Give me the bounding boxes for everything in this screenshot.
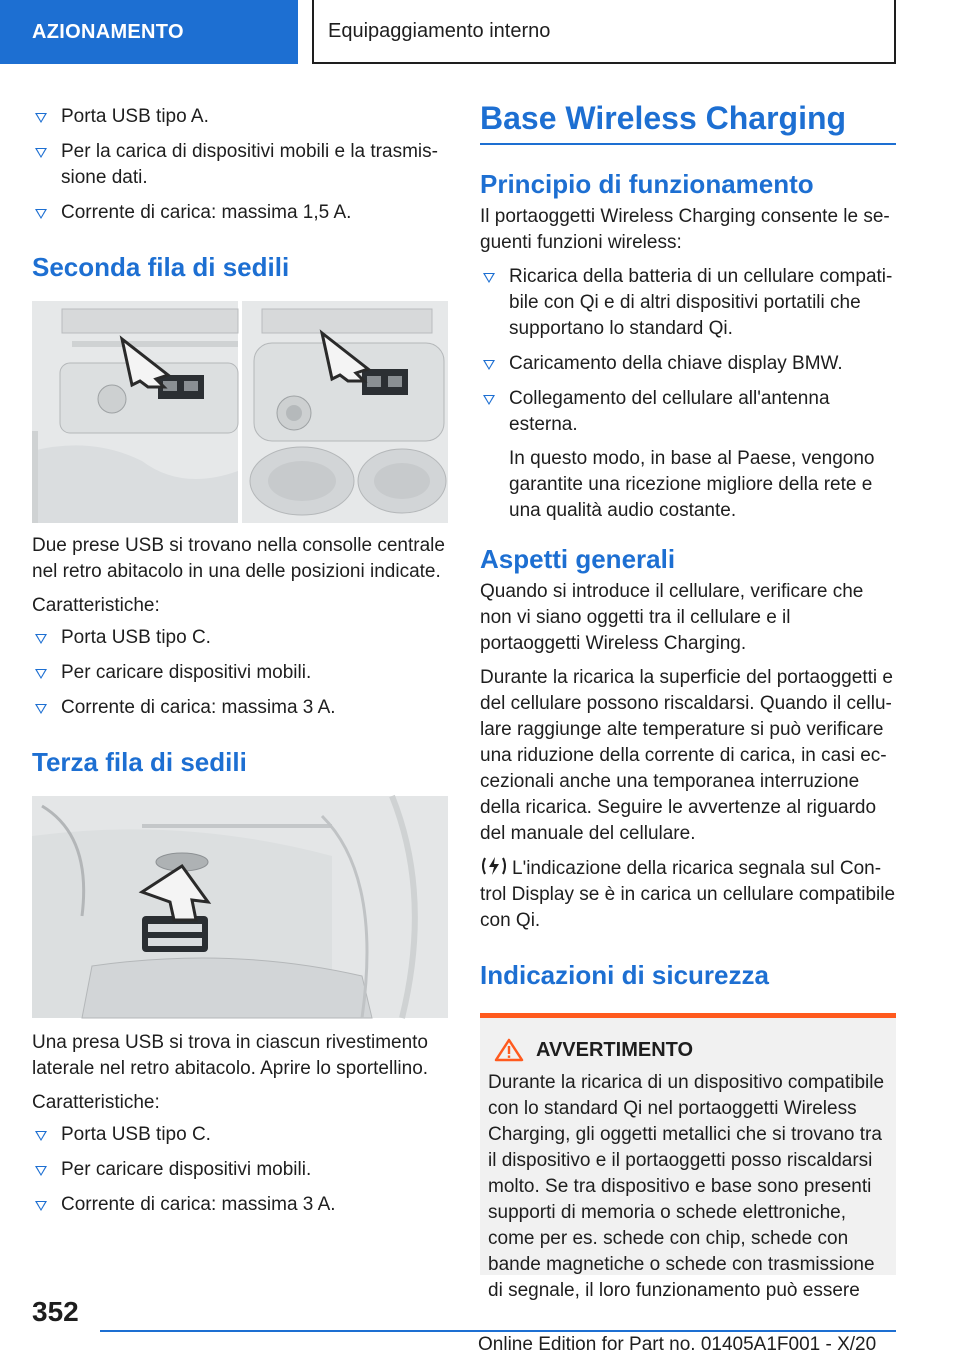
left-column bbox=[32, 100, 448, 1227]
triangle-bullet-icon bbox=[35, 669, 47, 679]
general-text-1: Quando si introduce il cellulare, verificare che non vi siano oggetti tra il cellulare e il portaoggetti Wireless Charging. bbox=[480, 581, 864, 654]
general-text-3: L'indicazione della ricarica segnala sul Con-trol Display se è in carica un cellulare compatibile con Qi. bbox=[480, 855, 896, 934]
heading-second-row: Seconda fila di sedili bbox=[32, 252, 290, 282]
console-photo-2 bbox=[242, 301, 448, 523]
edition-note: Online Edition for Part no. 01405A1F001 - X/20 bbox=[478, 1334, 877, 1355]
list-item: Per caricare dispositivi mobili. bbox=[32, 660, 448, 686]
list-item: Corrente di carica: massima 3 A. bbox=[32, 695, 448, 721]
second-row-feature-list bbox=[32, 625, 448, 721]
triangle-bullet-icon bbox=[483, 360, 495, 370]
triangle-bullet-icon bbox=[35, 634, 47, 644]
footer-divider bbox=[100, 1330, 896, 1332]
general-text-2: Durante la ricarica la superficie del portaoggetti e del cellulare possono riscaldarsi. Quando il cellu-lare raggiunge alte temperature si può verificare una riduzione della corrente di carica, in casi ec-cezionali anche una temporanea interruzione della ricarica. Seguire le avvertenze al riguardo del manuale del cellulare. bbox=[480, 667, 893, 844]
list-item: Collegamento del cellulare all'antenna esterna. In questo modo, in base al Paese, vengono garantite una ricezione migliore della rete e una qualità audio costante. bbox=[480, 386, 896, 524]
list-item: Porta USB tipo C. bbox=[32, 1122, 448, 1148]
list-item: Ricarica della batteria di un cellulare compati-bile con Qi e di altri dispositivi portatili che supportano lo standard Qi. bbox=[480, 264, 896, 342]
list-item: Per caricare dispositivi mobili. bbox=[32, 1157, 448, 1183]
heading-general: Aspetti generali bbox=[480, 544, 676, 574]
triangle-bullet-icon bbox=[483, 395, 495, 405]
triangle-bullet-icon bbox=[35, 704, 47, 714]
side-trim-illustration bbox=[32, 796, 448, 1018]
console-photo-1 bbox=[32, 301, 238, 523]
third-row-usb-image bbox=[32, 796, 448, 1018]
warning-triangle-icon bbox=[494, 1038, 524, 1062]
heading-principle: Principio di funzionamento bbox=[480, 169, 814, 199]
console-illustration-1 bbox=[32, 301, 238, 523]
chapter-header bbox=[312, 0, 896, 64]
triangle-bullet-icon bbox=[35, 113, 47, 123]
section-label: AZIONAMENTO bbox=[32, 20, 184, 43]
section-tab bbox=[0, 0, 298, 64]
features-label: Caratteristiche: bbox=[32, 1092, 160, 1113]
list-item: Caricamento della chiave display BMW. bbox=[480, 351, 896, 377]
usb-a-feature-list bbox=[32, 104, 448, 226]
features-label: Caratteristiche: bbox=[32, 595, 160, 616]
wireless-charging-icon bbox=[480, 855, 508, 877]
triangle-bullet-icon bbox=[35, 148, 47, 158]
triangle-bullet-icon bbox=[35, 209, 47, 219]
triangle-bullet-icon bbox=[35, 1201, 47, 1211]
list-item: Corrente di carica: massima 3 A. bbox=[32, 1192, 448, 1218]
console-illustration-2 bbox=[242, 301, 448, 523]
triangle-bullet-icon bbox=[35, 1166, 47, 1176]
second-row-description: Due prese USB si trovano nella consolle centrale nel retro abitacolo in una delle posizioni indicate. bbox=[32, 535, 445, 582]
warning-text: Durante la ricarica di un dispositivo compatibile con lo standard Qi nel portaoggetti Wireless Charging, gli oggetti metallici che si trovano tra il dispositivo e il portaoggetti posso riscaldarsi molto. Se tra dispositivo e base sono presenti supporti di memoria o schede elettroniche, come per es. schede con chip, schede con bande magnetiche o schede con trasmissione di segnale, il loro funzionamento può essere bbox=[488, 1072, 885, 1301]
page-title: Base Wireless Charging bbox=[480, 100, 896, 145]
triangle-bullet-icon bbox=[35, 1131, 47, 1141]
list-item: Porta USB tipo A. bbox=[32, 104, 448, 130]
second-row-usb-images bbox=[32, 301, 448, 523]
right-column bbox=[480, 100, 896, 1301]
functions-note: In questo modo, in base al Paese, vengono garantite una ricezione migliore della rete e una qualità audio costante. bbox=[509, 448, 875, 521]
list-item: Porta USB tipo C. bbox=[32, 625, 448, 651]
wireless-functions-list bbox=[480, 264, 896, 524]
chapter-title: Equipaggiamento interno bbox=[328, 19, 551, 42]
page-number: 352 bbox=[32, 1296, 79, 1327]
list-item: Corrente di carica: massima 1,5 A. bbox=[32, 200, 448, 226]
warning-title: AVVERTIMENTO bbox=[536, 1038, 694, 1061]
heading-safety: Indicazioni di sicurezza bbox=[480, 960, 769, 990]
warning-box bbox=[480, 1013, 896, 1301]
principle-text: Il portaoggetti Wireless Charging consente le se-guenti funzioni wireless: bbox=[480, 206, 890, 253]
third-row-feature-list bbox=[32, 1122, 448, 1218]
heading-third-row: Terza fila di sedili bbox=[32, 747, 247, 777]
warning-header bbox=[488, 1038, 888, 1062]
list-item: Per la carica di dispositivi mobili e la trasmis-sione dati. bbox=[32, 139, 448, 191]
triangle-bullet-icon bbox=[483, 273, 495, 283]
third-row-description: Una presa USB si trova in ciascun rivestimento laterale nel retro abitacolo. Aprire lo sportellino. bbox=[32, 1032, 429, 1079]
